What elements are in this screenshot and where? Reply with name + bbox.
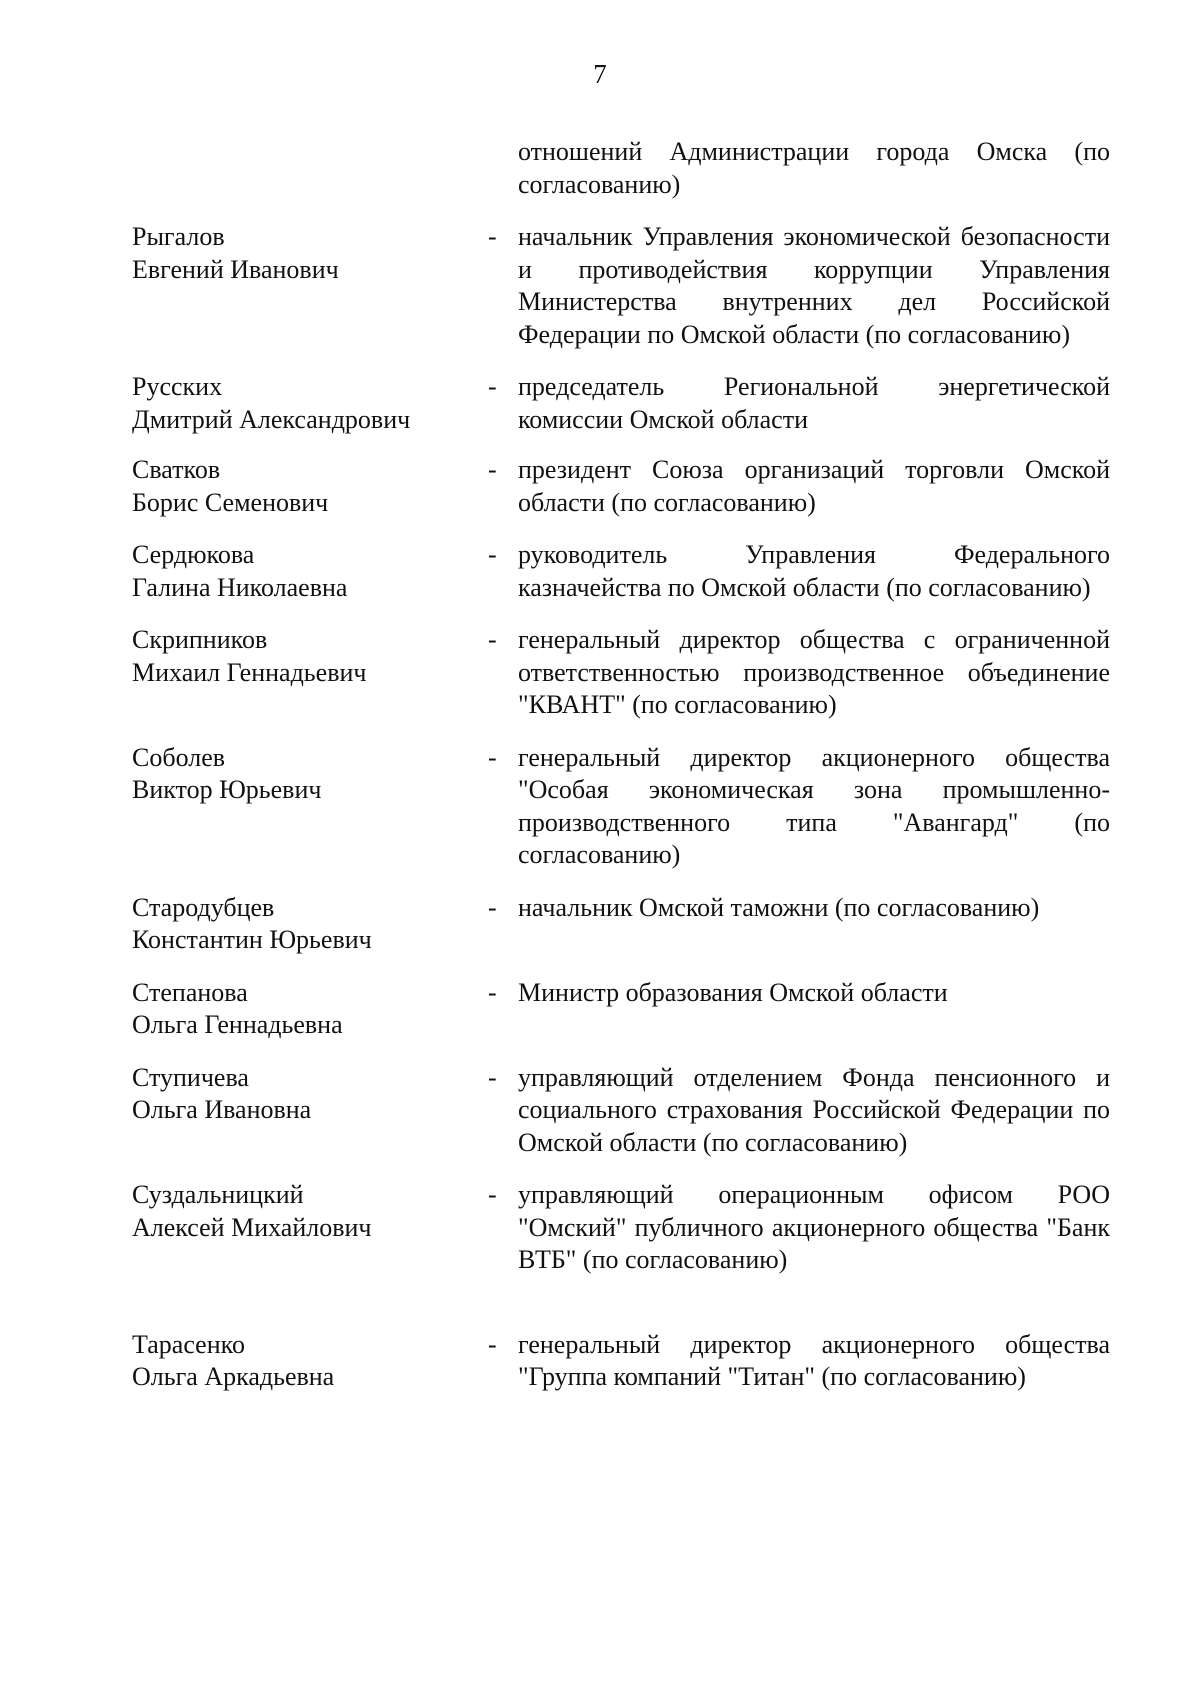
member-position: руководитель Управления Федерального казначейства по Омской области (по согласованию)	[518, 540, 1110, 602]
member-surname: Скрипников	[132, 625, 268, 654]
member-position: начальник Омской таможни (по согласованию)	[518, 892, 1040, 922]
separator-dash: -	[488, 1062, 497, 1092]
member-given-name: Виктор Юрьевич	[132, 775, 322, 804]
separator-dash: -	[488, 540, 497, 569]
separator-dash: -	[488, 892, 497, 922]
member-surname: Степанова	[132, 977, 248, 1007]
separator-dash: -	[488, 455, 497, 484]
member-position: председатель Региональной энергетической комиссии Омской области	[518, 372, 1110, 434]
member-name	[132, 892, 472, 957]
member-surname: Соболев	[132, 742, 226, 772]
member-position: Министр образования Омской области	[518, 977, 948, 1007]
member-given-name: Ольга Геннадьевна	[132, 1010, 343, 1039]
member-surname: Сердюкова	[132, 540, 255, 569]
member-entry	[0, 1179, 1200, 1277]
member-name	[132, 1062, 472, 1127]
member-position: начальник Управления экономической безопасности и противодействия коррупции Управления Министерства внутренних дел Российской Федерации по Омской области (по согласованию)	[518, 222, 1110, 349]
member-given-name: Галина Николаевна	[132, 572, 348, 602]
member-surname: Стародубцев	[132, 892, 275, 922]
member-position: президент Союза организаций торговли Омской области (по согласованию)	[518, 455, 1110, 517]
member-surname: Тарасенко	[132, 1329, 245, 1359]
separator-dash: -	[488, 372, 497, 401]
page-number: 7	[593, 59, 607, 89]
member-name	[132, 624, 472, 689]
separator-dash: -	[488, 1180, 497, 1209]
member-name	[132, 371, 472, 436]
member-entry	[0, 742, 1200, 872]
member-name	[132, 221, 472, 286]
member-given-name: Алексей Михайлович	[132, 1212, 372, 1242]
member-entry	[0, 977, 1200, 1042]
member-position: генеральный директор акционерного общества "Особая экономическая зона промышленно-производственного типа "Авангард" (по согласованию)	[518, 742, 1110, 869]
member-name	[132, 539, 472, 604]
member-entry	[0, 892, 1200, 957]
separator-dash: -	[488, 1329, 497, 1359]
member-surname: Ступичева	[132, 1062, 249, 1092]
member-entry	[0, 454, 1200, 519]
member-surname: Сватков	[132, 455, 221, 484]
member-given-name: Михаил Геннадьевич	[132, 657, 367, 687]
member-entry	[0, 371, 1200, 436]
continuation-text: отношений Администрации города Омска (по согласованию)	[518, 137, 1110, 199]
member-position: генеральный директор общества с ограниченной ответственностью производственное объединение "КВАНТ" (по согласованию)	[518, 625, 1110, 719]
separator-dash: -	[488, 222, 497, 251]
member-given-name: Евгений Иванович	[132, 254, 339, 284]
member-entry	[0, 539, 1200, 604]
member-name	[132, 977, 472, 1042]
separator-dash: -	[488, 742, 497, 772]
member-given-name: Константин Юрьевич	[132, 925, 372, 954]
separator-dash: -	[488, 977, 497, 1007]
member-position: управляющий операционным офисом РОО "Омский" публичного акционерного общества "Банк ВТБ" (по согласованию)	[518, 1180, 1110, 1274]
member-entry	[0, 1329, 1200, 1394]
member-list	[0, 221, 1200, 1394]
member-name	[132, 454, 472, 519]
member-given-name: Дмитрий Александрович	[132, 404, 411, 434]
member-entry	[0, 1062, 1200, 1160]
member-given-name: Ольга Аркадьевна	[132, 1362, 335, 1391]
member-given-name: Ольга Ивановна	[132, 1095, 312, 1124]
member-entry	[0, 221, 1200, 351]
member-surname: Рыгалов	[132, 222, 225, 251]
member-name	[132, 1179, 472, 1244]
member-name	[132, 742, 472, 807]
member-position: генеральный директор акционерного общества "Группа компаний "Титан" (по согласованию)	[518, 1329, 1110, 1391]
member-name	[132, 1329, 472, 1394]
member-surname: Русских	[132, 372, 223, 401]
separator-dash: -	[488, 625, 497, 654]
member-surname: Суздальницкий	[132, 1180, 304, 1209]
member-given-name: Борис Семенович	[132, 487, 329, 517]
member-entry	[0, 624, 1200, 722]
member-position: управляющий отделением Фонда пенсионного и социального страхования Российской Федерации по Омской области (по согласованию)	[518, 1062, 1110, 1157]
